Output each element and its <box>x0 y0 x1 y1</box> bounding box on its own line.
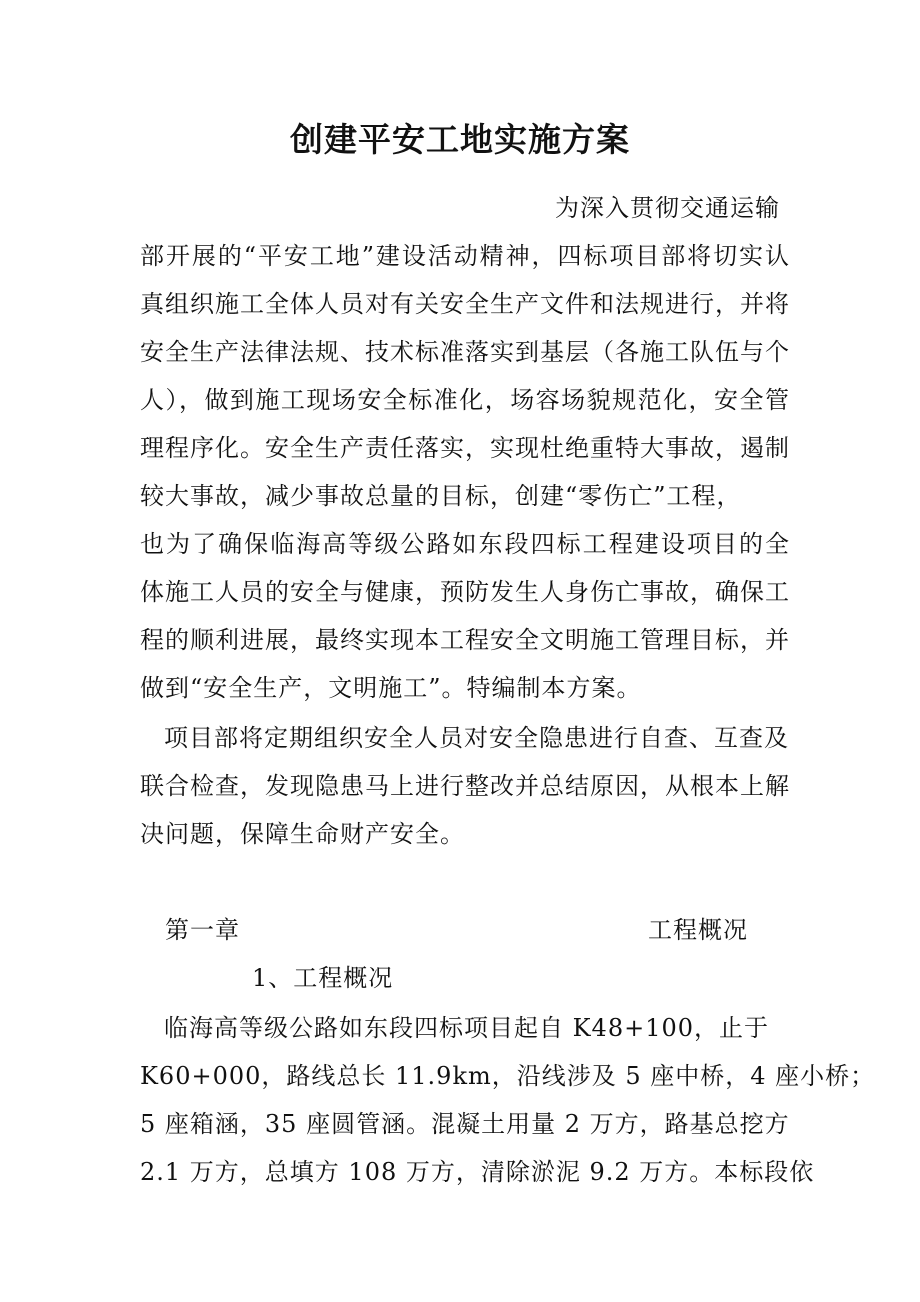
intro-line: 做到“安全生产，文明施工”。特编制本方案。 <box>140 674 642 702</box>
intro-line: 理程序化。安全生产责任落实，实现杜绝重特大事故，遏制 <box>140 434 790 462</box>
intro-line: 体施工人员的安全与健康，预防发生人身伤亡事故，确保工 <box>140 578 790 606</box>
intro-line: 也为了确保临海高等级公路如东段四标工程建设项目的全 <box>140 530 790 558</box>
chapter-label: 第一章 <box>165 916 240 944</box>
paragraph-line: 决问题，保障生命财产安全。 <box>140 820 465 848</box>
intro-line: 程的顺利进展，最终实现本工程安全文明施工管理目标，并 <box>140 626 790 654</box>
section-title: 1、工程概况 <box>252 964 394 992</box>
overview-line: K60+000，路线总长 11.9km，沿线涉及 5 座中桥，4 座小桥； <box>140 1062 876 1090</box>
paragraph-line: 项目部将定期组织安全人员对安全隐患进行自查、互查及 <box>164 724 789 752</box>
paragraph-line: 联合检查，发现隐患马上进行整改并总结原因，从根本上解 <box>140 772 790 800</box>
document-title: 创建平安工地实施方案 <box>290 120 630 159</box>
intro-line: 真组织施工全体人员对有关安全生产文件和法规进行，并将 <box>140 290 790 318</box>
intro-line: 部开展的“平安工地”建设活动精神，四标项目部将切实认 <box>140 242 790 270</box>
intro-line: 安全生产法律法规、技术标准落实到基层（各施工队伍与个 <box>140 338 790 366</box>
overview-line: 临海高等级公路如东段四标项目起自 K48+100，止于 <box>164 1014 770 1042</box>
intro-line: 人），做到施工现场安全标准化，场容场貌规范化，安全管 <box>140 386 790 414</box>
intro-line: 为深入贯彻交通运输 <box>555 194 780 222</box>
overview-line: 2.1 万方，总填方 108 万方，清除淤泥 9.2 万方。本标段依 <box>140 1158 815 1186</box>
chapter-title: 工程概况 <box>648 916 748 944</box>
intro-line: 较大事故，减少事故总量的目标，创建“零伤亡”工程， <box>140 482 742 510</box>
overview-line: 5 座箱涵，35 座圆管涵。混凝土用量 2 万方，路基总挖方 <box>140 1110 790 1138</box>
